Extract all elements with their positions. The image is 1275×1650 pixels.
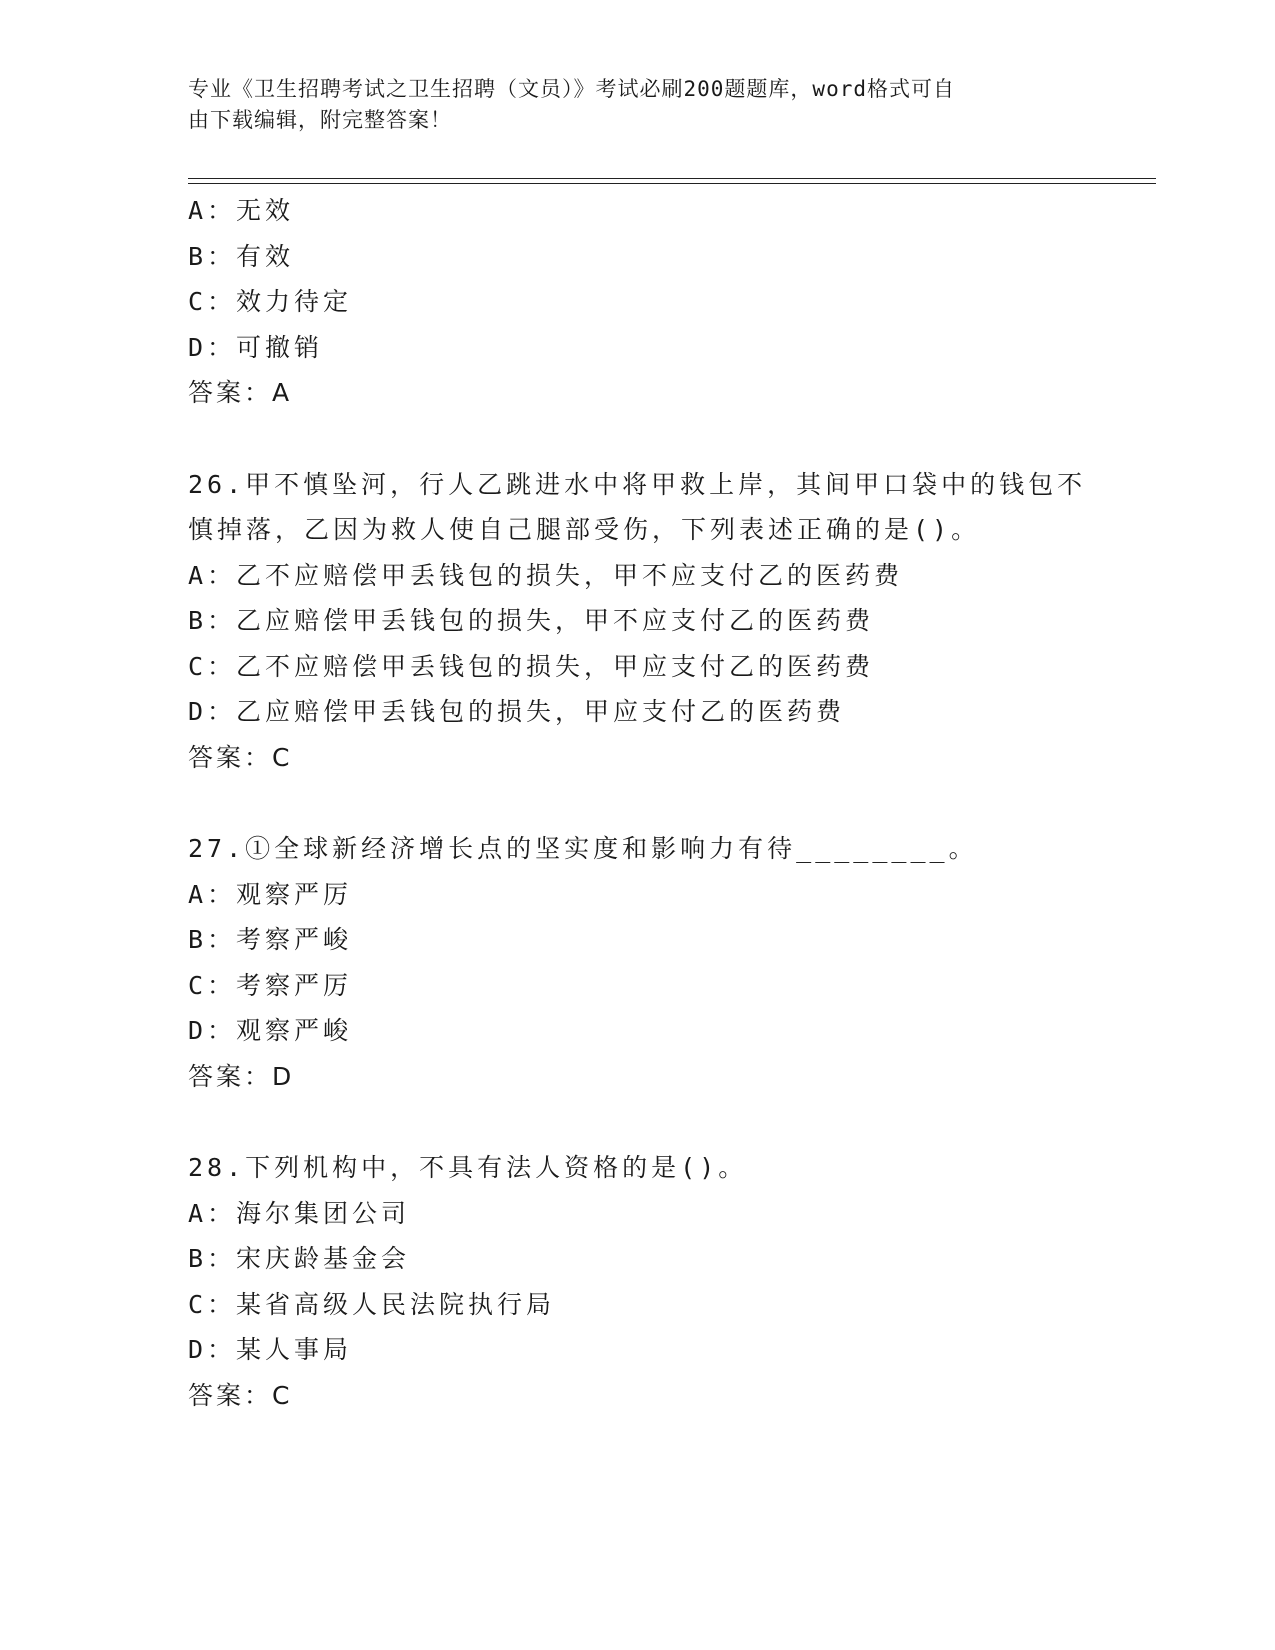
option-d: D：可撤销 — [188, 332, 324, 362]
option-c: C：考察严厉 — [188, 970, 353, 1000]
question-27 — [188, 826, 1088, 1099]
answer-line: 答案：D — [188, 1061, 295, 1091]
header-divider-top — [188, 178, 1156, 179]
spacer — [188, 1099, 1088, 1145]
option-b: B：宋庆龄基金会 — [188, 1244, 411, 1273]
document-header — [188, 74, 1068, 136]
option-b: B：有效 — [188, 241, 295, 271]
spacer — [188, 416, 1088, 462]
question-25-continued — [188, 188, 1088, 416]
header-divider-bottom — [188, 183, 1156, 184]
answer-line: 答案：C — [188, 1380, 293, 1410]
question-stem-line: 26.甲不慎坠河，行人乙跳进水中将甲救上岸，其间甲口袋中的钱包不 — [188, 469, 1087, 499]
question-stem-line: 27.①全球新经济增长点的坚实度和影响力有待________。 — [188, 834, 978, 863]
option-a: A：观察严厉 — [188, 879, 353, 909]
option-c: C：乙不应赔偿甲丢钱包的损失，甲应支付乙的医药费 — [188, 651, 875, 681]
question-list — [188, 188, 1088, 1418]
option-c: C：某省高级人民法院执行局 — [188, 1289, 556, 1319]
question-28 — [188, 1145, 1088, 1418]
option-c: C：效力待定 — [188, 287, 353, 316]
header-line-2: 由下载编辑，附完整答案！ — [188, 108, 452, 132]
option-d: D：观察严峻 — [188, 1016, 353, 1045]
answer-line: 答案：A — [188, 378, 293, 407]
option-a: A：无效 — [188, 196, 295, 225]
option-d: D：乙应赔偿甲丢钱包的损失，甲应支付乙的医药费 — [188, 697, 846, 726]
option-d: D：某人事局 — [188, 1335, 353, 1364]
option-a: A：乙不应赔偿甲丢钱包的损失，甲不应支付乙的医药费 — [188, 560, 904, 590]
header-line-1: 专业《卫生招聘考试之卫生招聘（文员）》考试必刷200题题库，word格式可自 — [188, 77, 955, 101]
spacer — [188, 780, 1088, 826]
option-b: B：考察严峻 — [188, 925, 353, 954]
question-stem-line: 慎掉落，乙因为救人使自己腿部受伤，下列表述正确的是()。 — [188, 515, 981, 544]
question-26 — [188, 462, 1088, 781]
option-b: B：乙应赔偿甲丢钱包的损失，甲不应支付乙的医药费 — [188, 606, 875, 635]
option-a: A：海尔集团公司 — [188, 1198, 411, 1228]
answer-line: 答案：C — [188, 742, 293, 772]
question-stem-line: 28.下列机构中，不具有法人资格的是()。 — [188, 1153, 748, 1182]
